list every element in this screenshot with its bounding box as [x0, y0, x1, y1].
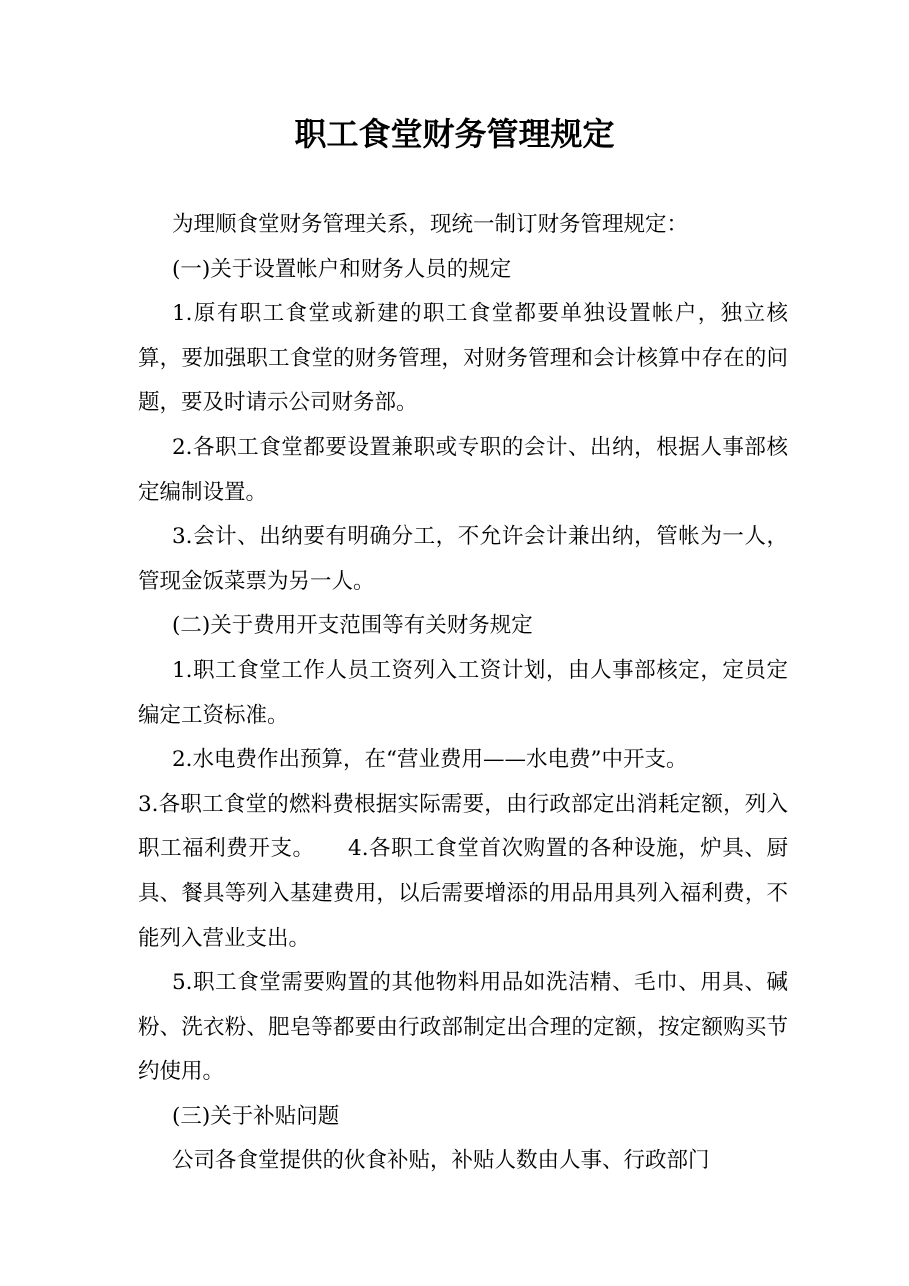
document-title: 职工食堂财务管理规定: [294, 115, 615, 153]
section-heading-expenses: (二)关于费用开支范围等有关财务规定: [172, 613, 533, 639]
document-body: [138, 203, 788, 1184]
paragraph-expenses-3-4: 3.各职工食堂的燃料费根据实际需要，由行政部定出消耗定额，列入职工福利费开支。 4.各职工食堂首次购置的各种设施，炉具、厨具、餐具等列入基建费用，以后需要增添的用品用具列入福利费，不能列入营业支出。: [138, 791, 788, 951]
paragraph-subsidy: 公司各食堂提供的伙食补贴，补贴人数由人事、行政部门: [172, 1148, 710, 1174]
section-heading-subsidy: (三)关于补贴问题: [172, 1103, 340, 1129]
section-heading-accounts: (一)关于设置帐户和财务人员的规定: [172, 256, 512, 282]
paragraph-intro: 为理顺食堂财务管理关系，现统一制订财务管理规定：: [172, 212, 689, 237]
paragraph-expenses-2: 2.水电费作出预算，在“营业费用——水电费”中开支。: [172, 747, 688, 773]
paragraph-accounts-1: 1.原有职工食堂或新建的职工食堂都要单独设置帐户，独立核算，要加强职工食堂的财务管理，对财务管理和会计核算中存在的问题，要及时请示公司财务部。: [138, 301, 788, 416]
paragraph-expenses-1: 1.职工食堂工作人员工资列入工资计划，由人事部核定，定员定编定工资标准。: [138, 657, 788, 728]
paragraph-accounts-3: 3.会计、出纳要有明确分工，不允许会计兼出纳，管帐为一人，管现金饭菜票为另一人。: [138, 524, 788, 594]
paragraph-accounts-2: 2.各职工食堂都要设置兼职或专职的会计、出纳，根据人事部核定编制设置。: [138, 434, 788, 505]
paragraph-expenses-5: 5.职工食堂需要购置的其他物料用品如洗洁精、毛巾、用具、碱粉、洗衣粉、肥皂等都要由行政部制定出合理的定额，按定额购买节约使用。: [138, 970, 788, 1085]
